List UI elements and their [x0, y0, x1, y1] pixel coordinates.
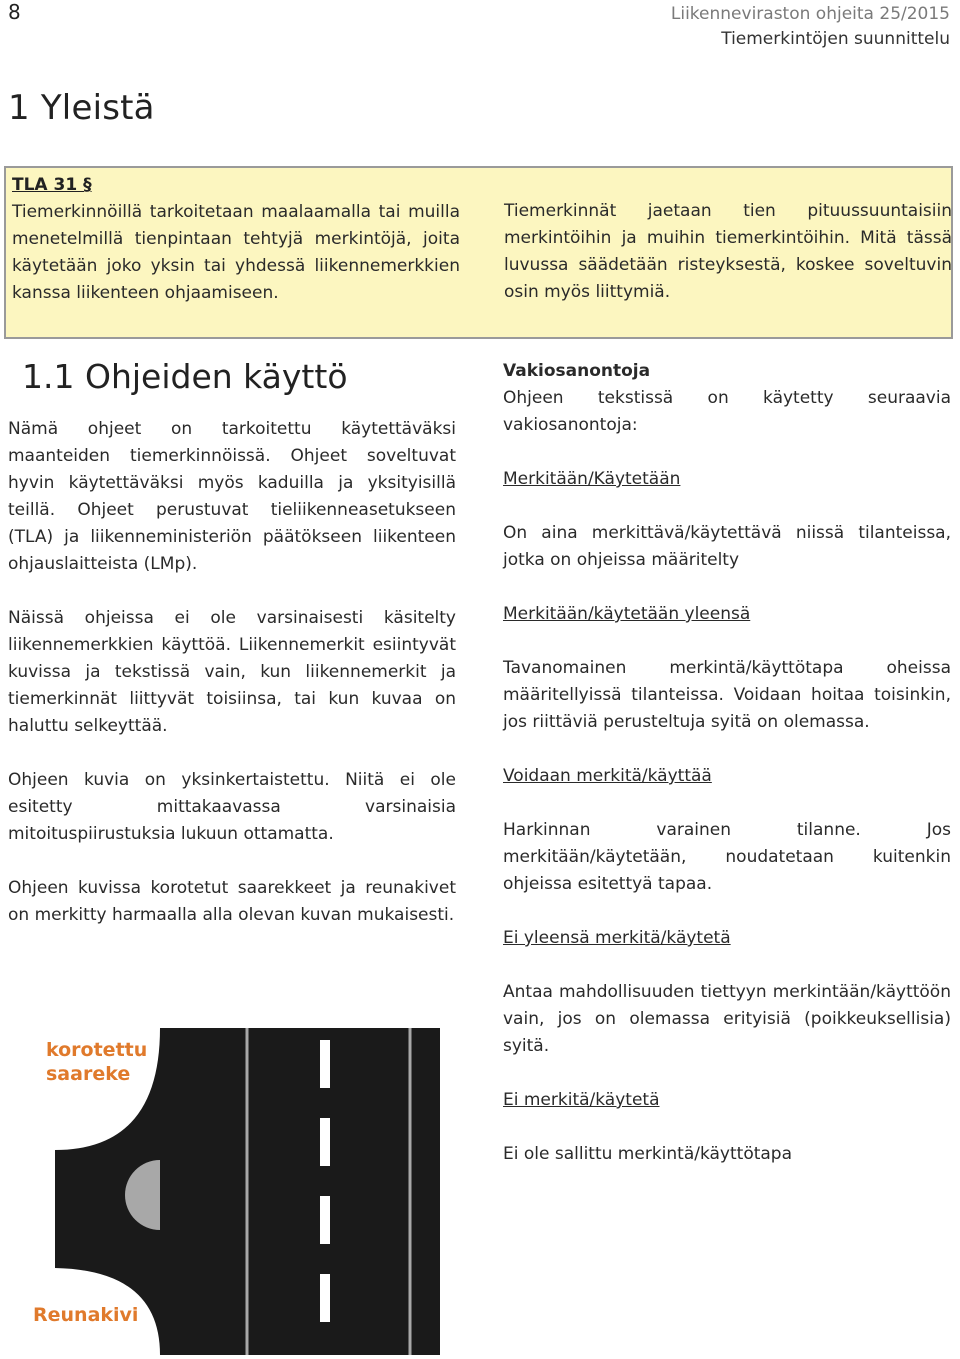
road-figure	[0, 1000, 440, 1355]
lane-dash	[320, 1196, 330, 1244]
term-definition: Ei ole sallittu merkintä/käyttötapa	[503, 1144, 793, 1164]
paragraph: Nämä ohjeet on tarkoitettu käytettäväksi maanteiden tiemerkinnöissä. Ohjeet soveltuvat hyvin käytettäväksi myös kaduilla ja yksityisillä teillä. Ohjeet perustuvat tieliikenneasetukseen (TLA) ja liikenneministeriön päätökseen liikenteen ohjauslaitteista (LMp).	[8, 419, 456, 574]
tla-right-text: Tiemerkinnät jaetaan tien pituussuuntaisiin merkintöihin ja muihin tiemerkintöihin. Mitä tässä luvussa säädetään risteyksestä, koskee soveltuvin osin myös liittymiä.	[504, 201, 952, 302]
left-column	[8, 416, 456, 956]
publication-title: Liikenneviraston ohjeita 25/2015	[670, 4, 950, 24]
term-definition: Harkinnan varainen tilanne. Jos merkitään/käytetään, noudatetaan kuitenkin ohjeissa esitettyä tapaa.	[503, 820, 951, 894]
term-definition: Antaa mahdollisuuden tiettyyn merkintään/käyttöön vain, jos on olemassa erityisiä (poikkeuksellisia) syitä.	[503, 982, 951, 1056]
publication-topic: Tiemerkintöjen suunnittelu	[721, 29, 950, 49]
island-label	[46, 1038, 147, 1086]
tla-left-column	[12, 172, 460, 307]
island-label-line: korotettu	[46, 1039, 148, 1061]
term-label: Merkitään/käytetään yleensä	[503, 604, 751, 624]
page-number: 8	[8, 0, 21, 24]
paragraph: Ohjeen kuvissa korotetut saarekkeet ja reunakivet on merkitty harmaalla alla olevan kuvan mukaisesti.	[8, 878, 456, 925]
paragraph: Näissä ohjeissa ei ole varsinaisesti käsitelty liikennemerkkien käyttöä. Liikennemerkit esiintyvät kuvissa ja tekstissä vain, kun liikennemerkit ja tiemerkinnät liittyvät toisiinsa, tai kun kuvaa on haluttu selkeyttää.	[8, 608, 456, 736]
chapter-title: 1 Yleistä	[8, 88, 155, 128]
term-definition: On aina merkittävä/käytettävä niissä tilanteissa, jotka on ohjeissa määritelty	[503, 523, 951, 570]
paragraph: Ohjeen kuvia on yksinkertaistettu. Niitä ei ole esitetty mittakaavassa varsinaisia mitoituspiirustuksia lukuun ottamatta.	[8, 770, 456, 844]
vakiosanontoja-heading: Vakiosanontoja	[503, 361, 651, 381]
tla-reference: TLA 31 §	[12, 175, 92, 195]
term-label: Voidaan merkitä/käyttää	[503, 766, 712, 786]
vakiosanontoja-intro: Ohjeen tekstissä on käytetty seuraavia vakiosanontoja:	[503, 388, 951, 435]
island-label-line: saareke	[46, 1063, 131, 1085]
tla-regulation-box	[4, 166, 953, 339]
section-title: 1.1 Ohjeiden käyttö	[22, 357, 348, 396]
term-definition: Tavanomainen merkintä/käyttötapa oheissa määritellyissä tilanteissa. Voidaan hoitaa toisinkin, jos riittäviä perusteltuja syitä on olemassa.	[503, 658, 951, 732]
lane-dash	[320, 1118, 330, 1166]
term-label: Ei merkitä/käytetä	[503, 1090, 660, 1110]
lane-dash	[320, 1274, 330, 1322]
right-column	[503, 358, 951, 1195]
lane-dash	[320, 1040, 330, 1088]
term-label: Ei yleensä merkitä/käytetä	[503, 928, 731, 948]
running-header	[671, 2, 950, 52]
curb-label: Reunakivi	[33, 1304, 139, 1326]
tla-text: Tiemerkinnöillä tarkoitetaan maalaamalla tai muilla menetelmillä tienpintaan tehtyjä merkintöjä, joita käytetään joko yksin tai yhdessä liikennemerkkien kanssa liikenteen ohjaamiseen.	[12, 202, 460, 303]
term-label: Merkitään/Käytetään	[503, 469, 681, 489]
